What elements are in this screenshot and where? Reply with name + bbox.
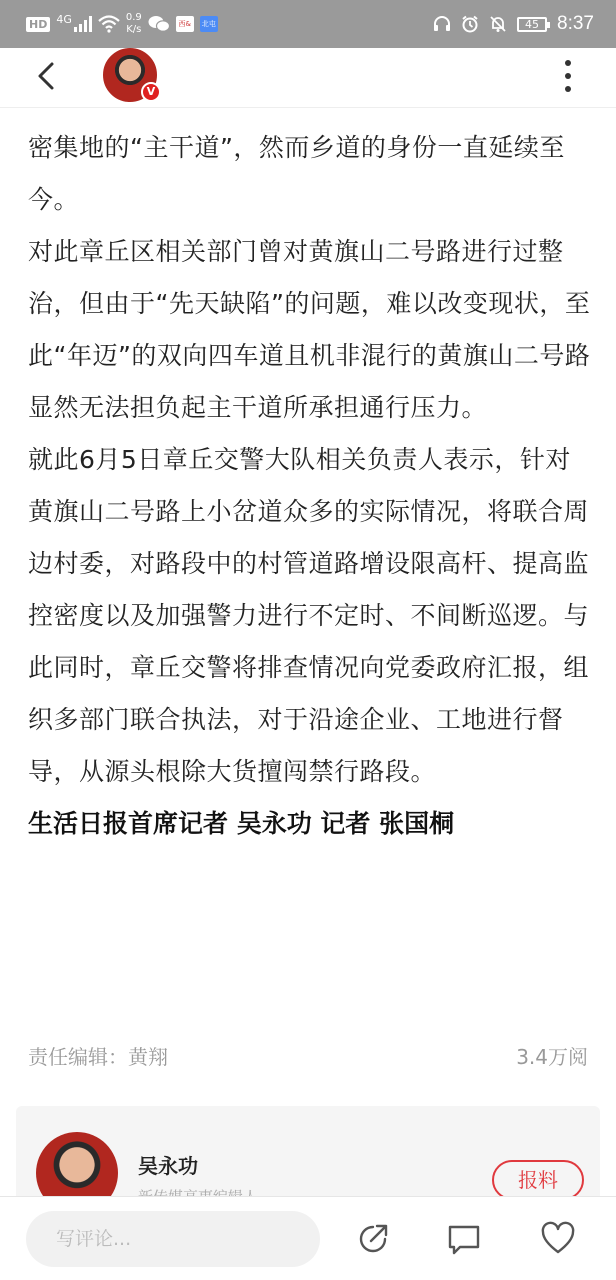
article-paragraph: 就此6月5日章丘交警大队相关负责人表示，针对黄旗山二号路上小岔道众多的实际情况，将联合周边村委，对路段中的村管道路增设限高杆、提高监控密度以及加强警力进行不定时、不间断巡逻。与此同时，章丘交警将排查情况向党委政府汇报，组织多部门联合执法，对于沿途企业、工地进行督导，从源头根除大货擅闯禁行路段。 [28, 445, 590, 786]
battery-icon: 45 [517, 17, 547, 32]
author-name[interactable]: 吴永功 [138, 1154, 198, 1178]
article-paragraph: 密集地的“主干道”，然而乡道的身份一直延续至今。 [28, 133, 565, 214]
back-button[interactable] [30, 56, 66, 96]
more-options-button[interactable] [558, 58, 578, 94]
chevron-left-icon [30, 56, 66, 96]
bottom-action-bar [0, 1196, 616, 1280]
author-avatar-small[interactable] [103, 48, 159, 104]
article-header [0, 48, 616, 108]
status-bar [0, 0, 616, 48]
app-notification-icon: 西& [176, 16, 194, 32]
article-body [28, 122, 594, 850]
mute-bell-icon [489, 15, 507, 33]
comment-icon [446, 1221, 482, 1257]
comment-input[interactable]: 写评论... [26, 1211, 320, 1267]
editor-label: 责任编辑：黄翔 [28, 1044, 168, 1069]
article-byline: 生活日报首席记者 吴永功 记者 张国桐 [28, 809, 455, 838]
more-vertical-icon [565, 60, 571, 66]
network-type: 4G [56, 12, 72, 26]
clock: 8:37 [557, 13, 594, 34]
view-count: 3.4万阅 [516, 1044, 588, 1069]
headset-icon [433, 15, 451, 33]
wifi-icon [98, 15, 120, 33]
comment-button[interactable] [446, 1221, 482, 1257]
verified-badge: V [141, 82, 161, 102]
report-button[interactable]: 报料 [492, 1160, 584, 1200]
share-button[interactable] [355, 1221, 391, 1257]
share-icon [355, 1221, 391, 1257]
article-meta [28, 1040, 588, 1070]
wechat-icon [148, 15, 170, 33]
alarm-icon [461, 15, 479, 33]
hd-badge: HD [26, 17, 50, 32]
heart-icon [540, 1221, 576, 1257]
app-notification-icon-2: 北屯 [200, 16, 218, 32]
article-paragraph: 对此章丘区相关部门曾对黄旗山二号路进行过整治，但由于“先天缺陷”的问题，难以改变现状，至此“年迈”的双向四车道且机非混行的黄旗山二号路显然无法担负起主干道所承担通行压力。 [28, 237, 591, 422]
like-button[interactable] [540, 1221, 576, 1257]
network-speed: 0.9 K/s [125, 12, 142, 35]
signal-icon [74, 16, 92, 32]
author-card[interactable] [16, 1106, 600, 1206]
author-avatar[interactable] [36, 1132, 118, 1206]
